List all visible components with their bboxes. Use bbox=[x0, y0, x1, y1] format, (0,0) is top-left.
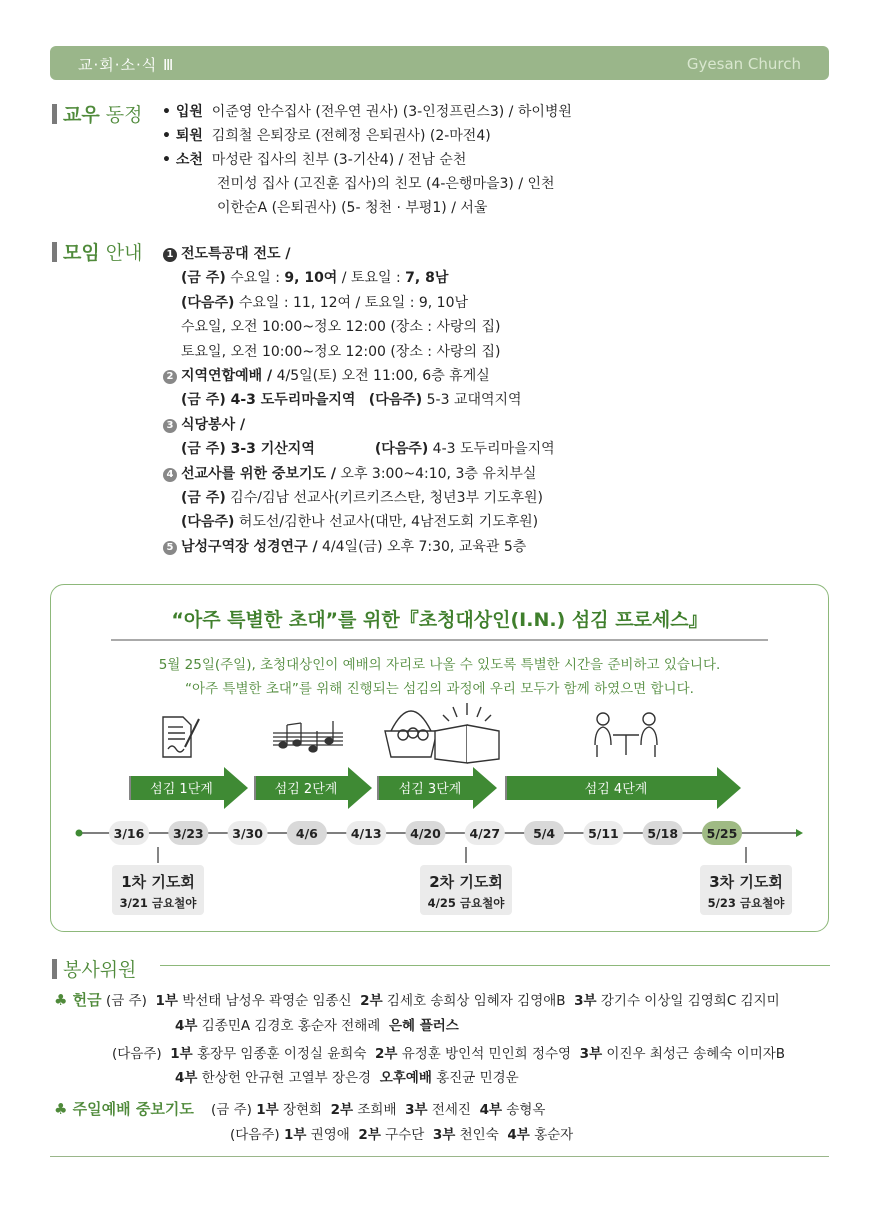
prayer-current-row: ♣ 주일예배 중보기도 (금 주) 1부 장현희 2부 조희배 3부 전세진 4부 송형옥 bbox=[54, 1100, 546, 1118]
timeline-date bbox=[465, 821, 505, 845]
svg-text:5/4: 5/4 bbox=[533, 826, 556, 841]
header-subtitle: Gyesan Church bbox=[686, 55, 801, 73]
meeting-heading: 모임 안내 bbox=[52, 238, 142, 265]
svg-text:5/11: 5/11 bbox=[588, 826, 619, 841]
svg-text:5/25: 5/25 bbox=[706, 826, 738, 841]
news-item: 이한순A (은퇴권사) (5- 청천 · 부평1) / 서울 bbox=[217, 200, 488, 216]
svg-text:5/18: 5/18 bbox=[647, 826, 679, 841]
timeline-date bbox=[643, 821, 683, 845]
news-item: • 입원 이준영 안수집사 (전우연 권사) (3-인정프린스3) / 하이병원 bbox=[162, 104, 572, 120]
news-item: • 소천 마성란 집사의 친부 (3-기산4) / 전남 순천 bbox=[162, 152, 467, 168]
stage-arrow bbox=[130, 767, 248, 809]
timeline-date bbox=[702, 821, 742, 845]
svg-text:4/20: 4/20 bbox=[410, 826, 441, 841]
process-desc-1: 5월 25일(주일), 초청대상인이 예배의 자리로 나올 수 있도록 특별한 시간을 준비하고 있습니다. bbox=[158, 657, 721, 673]
svg-text:5/23 금요철야: 5/23 금요철야 bbox=[707, 896, 785, 910]
stage-arrow bbox=[378, 767, 497, 809]
prayer-meeting bbox=[700, 847, 792, 915]
offering-next-row-1: (다음주) 1부 홍장무 임종훈 이정실 윤희숙 2부 유정훈 방인석 민인희 정수영 3부 이진우 최성근 송혜숙 이미자B bbox=[112, 1046, 786, 1062]
basket-icon bbox=[385, 711, 437, 757]
prayer-meeting bbox=[420, 847, 512, 915]
svg-text:섬김 3단계: 섬김 3단계 bbox=[398, 782, 462, 797]
svg-text:4/27: 4/27 bbox=[469, 826, 501, 841]
svg-text:섬김 4단계: 섬김 4단계 bbox=[584, 782, 648, 797]
process-timeline bbox=[51, 585, 830, 933]
process-title: “아주 특별한 초대”를 위한『초청대상인(I.N.) 섬김 프로세스』 bbox=[171, 609, 708, 631]
timeline-date bbox=[406, 821, 446, 845]
stage-arrow bbox=[506, 767, 741, 809]
timeline-date bbox=[346, 821, 386, 845]
svg-text:4/6: 4/6 bbox=[295, 826, 318, 841]
timeline-date bbox=[228, 821, 268, 845]
svg-text:섬김 2단계: 섬김 2단계 bbox=[274, 782, 338, 797]
serve-heading: 봉사위원 bbox=[52, 955, 136, 982]
open-book-icon bbox=[435, 703, 499, 763]
prayer-meeting bbox=[112, 847, 204, 915]
svg-text:4/13: 4/13 bbox=[350, 826, 382, 841]
svg-text:3/16: 3/16 bbox=[113, 826, 145, 841]
offering-next-row-2: 4부 한상헌 안규현 고열부 장은경 오후예배 홍진균 민경운 bbox=[175, 1070, 519, 1086]
people-cafe-icon bbox=[595, 713, 657, 757]
svg-text:3/30: 3/30 bbox=[232, 826, 263, 841]
header-bar bbox=[50, 46, 829, 80]
svg-text:3차 기도회: 3차 기도회 bbox=[709, 873, 783, 891]
svg-text:3/21 금요철야: 3/21 금요철야 bbox=[119, 896, 197, 910]
news-item: 전미성 집사 (고진훈 집사)의 친모 (4-은행마을3) / 인천 bbox=[217, 176, 555, 192]
svg-text:4/25 금요철야: 4/25 금요철야 bbox=[427, 896, 505, 910]
svg-text:섬김 1단계: 섬김 1단계 bbox=[150, 782, 213, 797]
timeline-date bbox=[583, 821, 623, 845]
serve-divider bbox=[160, 965, 830, 966]
music-notes-icon bbox=[273, 721, 343, 752]
offering-current-row-2: 4부 김종민A 김경호 홍순자 전해례 은혜 플러스 bbox=[175, 1018, 459, 1034]
news-item: • 퇴원 김희철 은퇴장로 (전혜정 은퇴권사) (2-마전4) bbox=[162, 128, 491, 144]
process-box bbox=[50, 584, 829, 932]
svg-text:2차 기도회: 2차 기도회 bbox=[429, 873, 503, 891]
timeline-date bbox=[168, 821, 208, 845]
bottom-divider bbox=[50, 1156, 829, 1157]
timeline-date bbox=[109, 821, 149, 845]
header-title: 교·회·소·식 Ⅲ bbox=[78, 56, 175, 74]
offering-current-row-1: ♣ 헌금 (금 주) 1부 박선태 남성우 곽영순 임종신 2부 김세호 송희상 임혜자 김영애B 3부 강기수 이상일 김영희C 김지미 bbox=[54, 991, 780, 1009]
process-desc-2: “아주 특별한 초대”를 위해 진행되는 섬김의 과정에 우리 모두가 함께 하였으면 합니다. bbox=[185, 681, 694, 697]
svg-text:1차 기도회: 1차 기도회 bbox=[121, 873, 195, 891]
prayer-next-row: (다음주) 1부 권영애 2부 구수단 3부 천인숙 4부 홍순자 bbox=[230, 1127, 574, 1143]
news-heading: 교우 동정 bbox=[52, 100, 142, 127]
timeline-date bbox=[524, 821, 564, 845]
stage-arrow bbox=[255, 767, 372, 809]
letter-pen-icon bbox=[163, 717, 199, 757]
svg-text:3/23: 3/23 bbox=[172, 826, 204, 841]
news-list bbox=[162, 100, 572, 220]
meeting-list: 1 전도특공대 전도 / (금 주) 수요일 : 9, 10여 / 토요일 : 7, 8남 (다음주) 수요일 : 11, 12여 / 토요일 : 9, 10남 수요일, 오전 10:00~정오 12:00 (장소 : 사랑의 집) 토요일, 오전 10:00~정오 12:00 (장소 : 사랑의 집) 2 지역연합예배 / 4/5일(토) 오전 11:00, 6층 휴게실 (금 주) 4-3 도두리마을지역 (다음주) 5-3 교대역지역 3 식당봉사 / (금 주) 3-3 기산지역 (다음주) 4-3 도두리마을지역 4 선교사를 위한 중보기도 / 오후 3:00~4:10, 3층 유치부실 (금 주) 김수/김남 선교사(키르키즈스탄, 청년3부 기도후원) (다음주) 허도선/김한나 선교사(대만, 4남전도회 기도후원) 5 남성구역장 성경연구 / 4/4일(금) 오후 7:30, 교육관 5층 bbox=[163, 242, 555, 559]
timeline-date bbox=[287, 821, 327, 845]
